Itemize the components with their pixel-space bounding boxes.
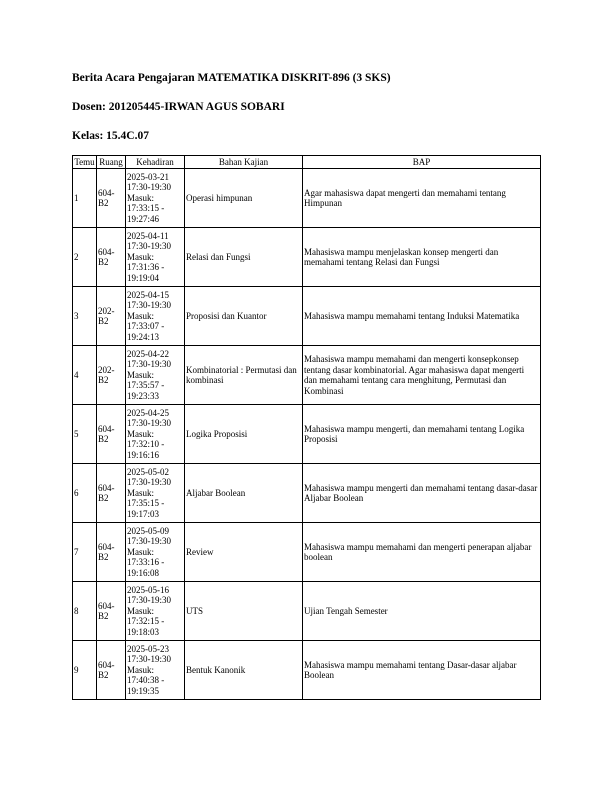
table-row — [73, 169, 541, 228]
session-time: 17:30-19:30 — [127, 477, 171, 488]
class-line: Kelas: 15.4C.07 — [72, 130, 149, 142]
cell-ruang: 604-B2 — [97, 228, 126, 287]
cell-kehadiran — [126, 582, 185, 641]
session-time: 17:30-19:30 — [127, 300, 171, 311]
table-row — [73, 346, 541, 405]
col-header-ruang: Ruang — [97, 156, 126, 169]
cell-bahan-kajian: Proposisi dan Kuantor — [185, 287, 303, 346]
cell-ruang: 604-B2 — [97, 641, 126, 700]
cell-ruang: 202-B2 — [97, 287, 126, 346]
cell-temu: 1 — [73, 169, 97, 228]
table-row — [73, 582, 541, 641]
cell-temu: 2 — [73, 228, 97, 287]
masuk-label: Masuk: — [127, 369, 154, 380]
cell-bap: Mahasiswa mampu mengerti, dan memahami tentang Logika Proposisi — [303, 405, 541, 464]
session-time: 17:30-19:30 — [127, 654, 171, 665]
masuk-label: Masuk: — [127, 310, 154, 321]
session-time: 17:30-19:30 — [127, 182, 171, 193]
cell-bahan-kajian: UTS — [185, 582, 303, 641]
masuk-label: Masuk: — [127, 546, 154, 557]
cell-kehadiran — [126, 169, 185, 228]
col-header-bahan-kajian: Bahan Kajian — [185, 156, 303, 169]
table-row — [73, 287, 541, 346]
cell-temu: 8 — [73, 582, 97, 641]
cell-kehadiran — [126, 464, 185, 523]
table-row — [73, 405, 541, 464]
cell-kehadiran — [126, 523, 185, 582]
cell-kehadiran — [126, 405, 185, 464]
masuk-label: Masuk: — [127, 664, 154, 675]
masuk-label: Masuk: — [127, 192, 154, 203]
cell-kehadiran — [126, 228, 185, 287]
masuk-time: 17:33:16 - 19:16:08 — [127, 557, 165, 578]
cell-bap: Agar mahasiswa dapat mengerti dan memahami tentang Himpunan — [303, 169, 541, 228]
session-date: 2025-05-16 — [127, 584, 169, 595]
session-time: 17:30-19:30 — [127, 536, 171, 547]
masuk-label: Masuk: — [127, 428, 154, 439]
cell-bahan-kajian: Bentuk Kanonik — [185, 641, 303, 700]
session-time: 17:30-19:30 — [127, 359, 171, 370]
cell-temu: 5 — [73, 405, 97, 464]
cell-kehadiran — [126, 346, 185, 405]
cell-kehadiran — [126, 641, 185, 700]
cell-temu: 7 — [73, 523, 97, 582]
table-row — [73, 523, 541, 582]
cell-bahan-kajian: Kombinatorial : Permutasi dan kombinasi — [185, 346, 303, 405]
cell-bahan-kajian: Relasi dan Fungsi — [185, 228, 303, 287]
masuk-time: 17:35:15 - 19:17:03 — [127, 498, 165, 519]
cell-ruang: 604-B2 — [97, 169, 126, 228]
cell-ruang: 604-B2 — [97, 405, 126, 464]
cell-temu: 4 — [73, 346, 97, 405]
masuk-label: Masuk: — [127, 605, 154, 616]
cell-kehadiran — [126, 287, 185, 346]
cell-bap: Mahasiswa mampu memahami tentang Dasar-dasar aljabar Boolean — [303, 641, 541, 700]
session-date: 2025-04-25 — [127, 407, 169, 418]
cell-bahan-kajian: Logika Proposisi — [185, 405, 303, 464]
masuk-time: 17:33:15 - 19:27:46 — [127, 203, 165, 224]
session-date: 2025-04-11 — [127, 230, 169, 241]
cell-ruang: 604-B2 — [97, 582, 126, 641]
cell-bap: Mahasiswa mampu mengerti dan memahami tentang dasar-dasar Aljabar Boolean — [303, 464, 541, 523]
col-header-temu: Temu — [74, 156, 95, 167]
cell-bap: Mahasiswa mampu memahami dan mengerti konsepkonsep tentang dasar kombinatorial. Agar mahasiswa dapat mengerti dan memahami tentang cara menghitung, Permutasi dan Kombinasi — [303, 346, 541, 405]
session-time: 17:30-19:30 — [127, 418, 171, 429]
masuk-label: Masuk: — [127, 487, 154, 498]
session-date: 2025-04-15 — [127, 289, 169, 300]
cell-bap: Ujian Tengah Semester — [303, 582, 541, 641]
document-title: Berita Acara Pengajaran MATEMATIKA DISKRIT-896 (3 SKS) — [72, 72, 391, 84]
attendance-table — [72, 155, 541, 700]
masuk-time: 17:32:15 - 19:18:03 — [127, 616, 165, 637]
lecturer-line: Dosen: 201205445-IRWAN AGUS SOBARI — [72, 101, 285, 113]
session-date: 2025-05-02 — [127, 466, 169, 477]
masuk-time: 17:33:07 - 19:24:13 — [127, 321, 165, 342]
cell-bap: Mahasiswa mampu memahami dan mengerti penerapan aljabar boolean — [303, 523, 541, 582]
table-row — [73, 641, 541, 700]
cell-ruang: 202-B2 — [97, 346, 126, 405]
cell-ruang: 604-B2 — [97, 464, 126, 523]
session-time: 17:30-19:30 — [127, 595, 171, 606]
cell-temu: 9 — [73, 641, 97, 700]
masuk-label: Masuk: — [127, 251, 154, 262]
session-time: 17:30-19:30 — [127, 241, 171, 252]
cell-temu: 6 — [73, 464, 97, 523]
session-date: 2025-05-23 — [127, 643, 169, 654]
cell-bahan-kajian: Review — [185, 523, 303, 582]
cell-bap: Mahasiswa mampu memahami tentang Induksi Matematika — [303, 287, 541, 346]
cell-bap: Mahasiswa mampu menjelaskan konsep mengerti dan memahami tentang Relasi dan Fungsi — [303, 228, 541, 287]
col-header-kehadiran: Kehadiran — [126, 156, 185, 169]
masuk-time: 17:32:10 - 19:16:16 — [127, 439, 165, 460]
masuk-time: 17:31:36 - 19:19:04 — [127, 262, 165, 283]
cell-bahan-kajian: Operasi himpunan — [185, 169, 303, 228]
session-date: 2025-03-21 — [127, 171, 169, 182]
masuk-time: 17:40:38 - 19:19:35 — [127, 675, 165, 696]
session-date: 2025-05-09 — [127, 525, 169, 536]
cell-temu: 3 — [73, 287, 97, 346]
session-date: 2025-04-22 — [127, 348, 169, 359]
cell-ruang: 604-B2 — [97, 523, 126, 582]
table-row — [73, 228, 541, 287]
cell-bahan-kajian: Aljabar Boolean — [185, 464, 303, 523]
table-header-row — [73, 156, 541, 169]
table-row — [73, 464, 541, 523]
masuk-time: 17:35:57 - 19:23:33 — [127, 380, 165, 401]
col-header-bap: BAP — [303, 156, 541, 169]
